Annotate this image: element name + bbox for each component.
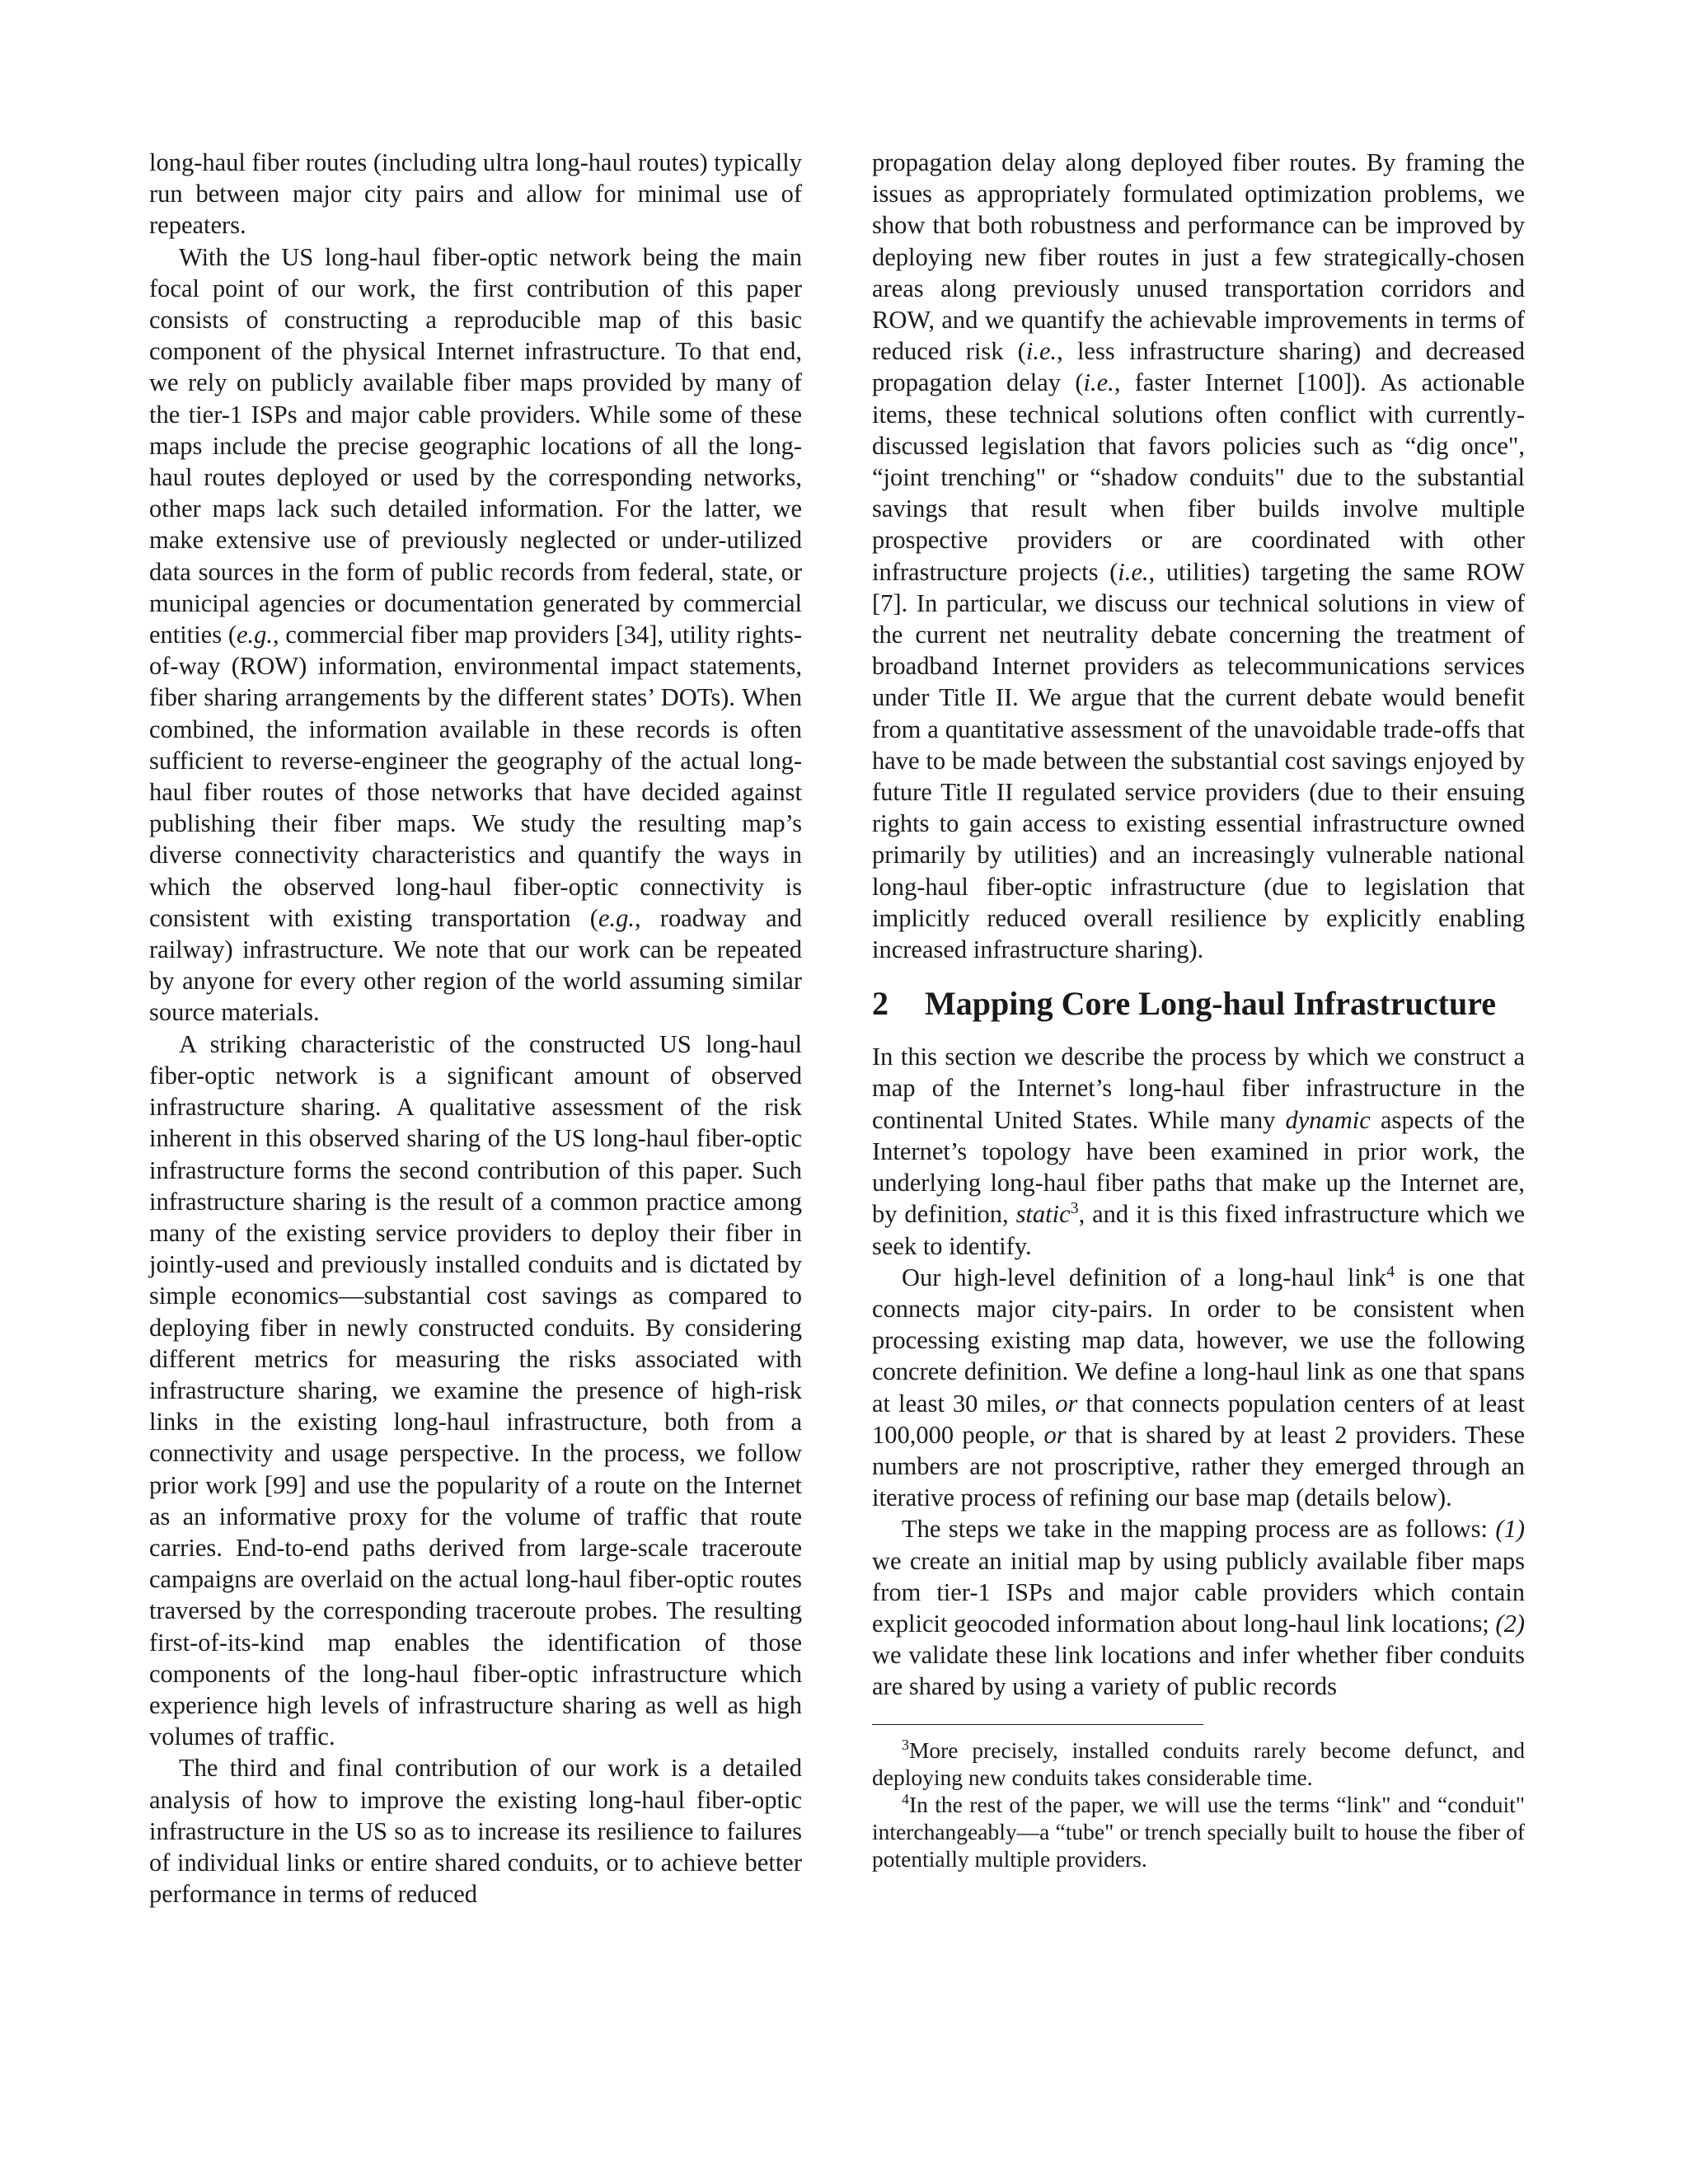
section-heading — [872, 985, 1525, 1023]
paragraph-text: , roadway and railway) infrastructure. We note that our work can be repeated by anyone for every other region of the world assuming similar source materials. — [149, 903, 802, 1027]
emphasis-dynamic: dynamic — [1285, 1105, 1371, 1134]
footnote-mark-4: 4 — [1386, 1262, 1395, 1281]
paragraph-text: , utilities) targeting the same ROW [7]. In particular, we discuss our technical solutions in view of the current net neutrality debate concerning the treatment of broadband Internet providers as telecommunications services under Title II. We argue that the current debate would benefit from a quantitative assessment of the unavoidable trade-offs that have to be made between the substantial cost savings enjoyed by future Title II regulated service providers (due to their ensuing rights to gain access to existing essential infrastructure owned primarily by utilities) and an increasingly vulnerable national long-haul fiber-optic infrastructure (due to legislation that implicitly reduced overall resilience by explicitly enabling increased infrastructure sharing). — [872, 557, 1525, 964]
paragraph-second-contribution — [149, 1029, 802, 1753]
paragraph-text: The steps we take in the mapping process are as follows: — [902, 1515, 1496, 1544]
paragraph-text: we validate these link locations and infer whether fiber conduits are shared by using a variety of public records — [872, 1641, 1525, 1701]
footnote-number: 3 — [902, 1736, 909, 1753]
paragraph-text: we create an initial map by using publicly available fiber maps from tier-1 ISPs and major cable providers which contain explicit geocoded information about long-haul link locations; — [872, 1546, 1525, 1638]
emphasis-static: static — [1015, 1200, 1071, 1229]
paragraph-text: , faster Internet [100]). As actionable items, these technical solutions often conflict with currently-discussed legislation that favors policies such as “dig once", “joint trenching" or “shadow conduits" due to the substantial savings that result when fiber builds involve multiple prospective providers or are coordinated with other infrastructure projects ( — [872, 368, 1526, 586]
paragraph-text: that connects population centers of at least 100,000 people, — [872, 1389, 1526, 1449]
paragraph-long-haul-definition — [872, 1262, 1525, 1514]
emphasis-eg: e.g. — [237, 621, 274, 649]
footnote-divider — [872, 1724, 1203, 1725]
footnote-text: More precisely, installed conduits rarely become defunct, and deploying new conduits takes considerable time. — [872, 1736, 1525, 1790]
paragraph-text: With the US long-haul fiber-optic network being the main focal point of our work, the first contribution of this paper consists of constructing a reproducible map of this basic component of the physical Internet infrastructure. To that end, we rely on publicly available fiber maps provided by many of the tier-1 ISPs and major cable providers. While some of these maps include the precise geographic locations of all the long-haul routes deployed or used by the corresponding networks, other maps lack such detailed information. For the latter, we make extensive use of previously neglected or under-utilized data sources in the form of public records from federal, state, or municipal agencies or documentation generated by commercial entities ( — [149, 242, 802, 649]
emphasis-ie: i.e. — [1118, 557, 1149, 586]
paragraph-text: Our high-level definition of a long-haul link — [902, 1263, 1387, 1291]
footnote-4 — [872, 1791, 1525, 1872]
paragraph-continuation — [149, 147, 802, 241]
footnote-3 — [872, 1736, 1525, 1791]
paragraph-section-intro — [872, 1041, 1525, 1261]
paragraph-third-contribution — [149, 1752, 802, 1910]
section-title: Mapping Core Long-haul Infrastructure — [925, 985, 1497, 1023]
footnotes — [872, 1736, 1525, 1872]
paragraph-text: long-haul fiber routes (including ultra long-haul routes) typically run between major city pairs and allow for minimal use of repeaters. — [149, 148, 802, 240]
paragraph-text: A striking characteristic of the constructed US long-haul fiber-optic network is a significant amount of observed infrastructure sharing. A qualitative assessment of the risk inherent in this observed sharing of the US long-haul fiber-optic infrastructure forms the second contribution of this paper. Such infrastructure sharing is the result of a common practice among many of the existing service providers to deploy their fiber in jointly-used and previously installed conduits and is dictated by simple economics—substantial cost savings as compared to deploying fiber in newly constructed conduits. By considering different metrics for measuring the risks associated with infrastructure sharing, we examine the presence of high-risk links in the existing long-haul infrastructure, both from a connectivity and usage perspective. In the process, we follow prior work [99] and use the popularity of a route on the Internet as an informative proxy for the volume of traffic that route carries. End-to-end paths derived from large-scale traceroute campaigns are overlaid on the actual long-haul fiber-optic routes traversed by the corresponding traceroute probes. The resulting first-of-its-kind map enables the identification of those components of the long-haul fiber-optic infrastructure which experience high levels of infrastructure sharing as well as high volumes of traffic. — [149, 1029, 802, 1751]
section-number: 2 — [872, 985, 889, 1023]
paragraph-text: propagation delay along deployed fiber routes. By framing the issues as appropriately formulated optimization problems, we show that both robustness and performance can be improved by deploying new fiber routes in just a few strategically-chosen areas along previously unused transportation corridors and ROW, and we quantify the achievable improvements in terms of reduced risk ( — [872, 148, 1525, 366]
paragraph-text: aspects of the Internet’s topology have been examined in prior work, the underlying long-haul fiber paths that make up the Internet are, by definition, — [872, 1105, 1526, 1229]
emphasis-ie: i.e. — [1083, 368, 1114, 397]
paragraph-text: In this section we describe the process by which we construct a map of the Internet’s long-haul fiber infrastructure in the continental United States. While many — [872, 1043, 1525, 1134]
right-column — [872, 147, 1525, 1872]
footnote-number: 4 — [902, 1790, 909, 1807]
paragraph-text: that is shared by at least 2 providers. These numbers are not proscriptive, rather they emerged through an iterative process of refining our base map (details below). — [872, 1420, 1525, 1512]
footnote-mark-3: 3 — [1070, 1199, 1079, 1218]
left-column — [149, 147, 802, 1910]
paragraph-text: , less infrastructure sharing) and decreased propagation delay ( — [872, 337, 1525, 397]
emphasis-eg: e.g. — [598, 903, 635, 932]
footnote-text: In the rest of the paper, we will use the terms “link" and “conduit" interchangeably—a “tube" or trench specially built to house the fiber of potentially multiple providers. — [872, 1791, 1525, 1872]
emphasis-step-2: (2) — [1495, 1609, 1525, 1638]
paragraph-text: , and it is this fixed infrastructure which we seek to identify. — [872, 1200, 1525, 1260]
paragraph-text: is one that connects major city-pairs. In order to be consistent when processing existing map data, however, we use the following concrete definition. We define a long-haul link as one that spans at least 30 miles, — [872, 1263, 1525, 1418]
emphasis-step-1: (1) — [1495, 1515, 1525, 1544]
emphasis-or: or — [1055, 1389, 1078, 1418]
paragraph-text: The third and final contribution of our work is a detailed analysis of how to improve the existing long-haul fiber-optic infrastructure in the US so as to increase its resilience to failures of individual links or entire shared conduits, or to achieve better performance in terms of reduced — [149, 1754, 802, 1909]
emphasis-or: or — [1043, 1420, 1067, 1449]
emphasis-ie: i.e. — [1025, 337, 1057, 366]
paragraph-first-contribution — [149, 241, 802, 1029]
paragraph-mapping-steps — [872, 1513, 1525, 1702]
paragraph-text: , commercial fiber map providers [34], utility rights-of-way (ROW) information, environmental impact statements, fiber sharing arrangements by the different states’ DOTs). When combined, the information available in these records is often sufficient to reverse-engineer the geography of the actual long-haul fiber routes of those networks that have decided against publishing their fiber maps. We study the resulting map’s diverse connectivity characteristics and quantify the ways in which the observed long-haul fiber-optic connectivity is consistent with existing transportation ( — [149, 621, 803, 932]
paragraph-continuation — [872, 147, 1525, 965]
